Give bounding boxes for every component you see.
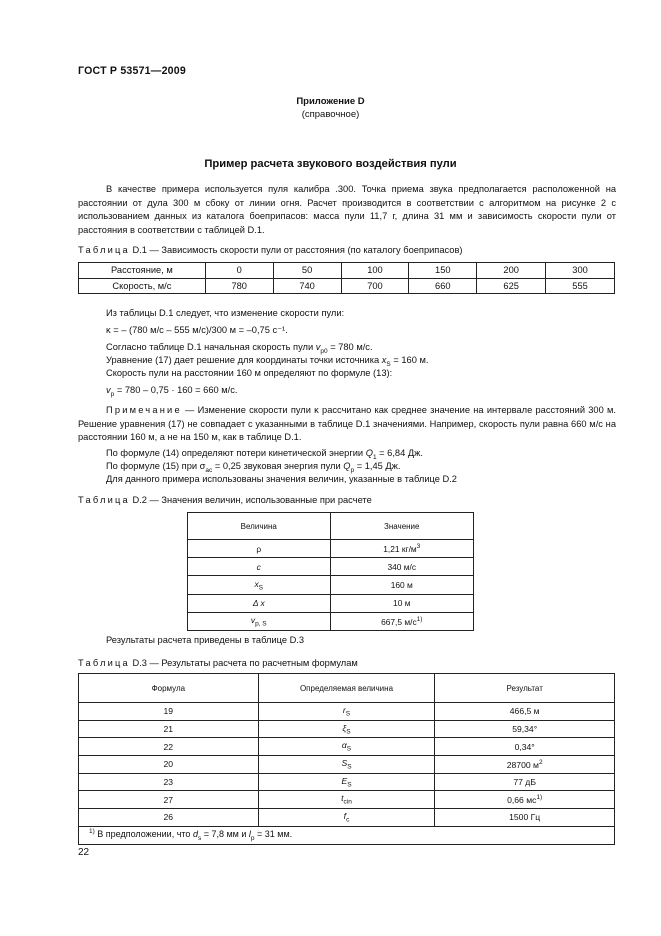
quantity-symbol: v <box>250 615 256 625</box>
result-cell <box>435 756 615 774</box>
quantity-cell <box>188 612 331 630</box>
result-text: 1500 Гц <box>509 812 541 823</box>
table-row <box>188 576 474 594</box>
energy-sub: 1 <box>372 453 377 461</box>
formula-cell: 26 <box>79 809 259 827</box>
table-d2-body <box>187 512 474 631</box>
table-cell: 100 <box>341 263 409 279</box>
quantity-sub: c <box>346 816 350 824</box>
table3-caption-label: Таблица <box>78 658 130 668</box>
value-sup: 3 <box>416 543 421 551</box>
quantity-symbol: r <box>342 704 346 715</box>
formula-cell: 23 <box>79 773 259 791</box>
formula-cell: 21 <box>79 720 259 738</box>
calc-var: v <box>315 342 321 352</box>
annex-title: Приложение D <box>296 96 365 107</box>
result-text: 59,34° <box>512 724 538 735</box>
result-cell <box>435 738 615 756</box>
result-cell <box>435 791 615 809</box>
result-cell <box>435 809 615 827</box>
table-row <box>79 773 615 791</box>
annex-subtitle: (справочное) <box>301 109 360 120</box>
column-header: Величина <box>188 513 331 540</box>
quantity-cell <box>188 594 331 612</box>
value-sup: 1) <box>416 615 423 623</box>
table-cell: 50 <box>273 263 341 279</box>
quantity-sub: S <box>346 728 351 736</box>
energy-sub: ac <box>205 466 213 474</box>
table-d1 <box>78 262 615 294</box>
quantity-cell <box>258 791 435 809</box>
table-cell: Скорость, м/с <box>79 278 206 294</box>
calc-sub: S <box>386 360 391 368</box>
calc-line-1: Из таблицы D.1 следует, что изменение скорости пули: <box>106 308 345 318</box>
table-row <box>79 791 615 809</box>
quantity-symbol: t <box>341 793 344 804</box>
quantity-cell <box>188 540 331 558</box>
table-header-row <box>79 674 615 703</box>
quantity-cell <box>258 703 435 721</box>
quantity-cell <box>258 756 435 774</box>
calc-text: Уравнение (17) дает решение для координаты точки источника <box>106 355 382 365</box>
calc-sub: p0 <box>320 347 328 355</box>
result-cell <box>435 720 615 738</box>
table3-caption <box>78 658 358 668</box>
quantity-cell <box>258 720 435 738</box>
energy-text: По формуле (15) при σ <box>106 461 206 471</box>
table2-caption-text: D.2 — Значения величин, использованные при расчете <box>132 495 372 505</box>
calc-var: x <box>381 355 387 365</box>
quantity-cell <box>188 558 331 576</box>
table1-caption-text: D.1 — Зависимость скорости пули от расстояния (по каталогу боеприпасов) <box>132 245 463 255</box>
table-cell: 0 <box>205 263 273 279</box>
energy-var: Q <box>343 461 351 471</box>
table2-caption <box>78 495 372 505</box>
energy-text: = 6,84 Дж. <box>376 448 423 458</box>
note-text: — Изменение скорости пули κ рассчитано как среднее значение на интервале расстояний 300 м. Решение уравнения (17) не совпадает с указанными в таблице D.1 значениями. Например, скорость пули равна 660 м/с на расстоянии 160 м, а не на 150 м, как в таблице D.1. <box>78 405 616 443</box>
quantity-symbol: E <box>341 775 348 786</box>
footnote-var: d <box>192 829 198 840</box>
energy-var: Q <box>365 448 373 458</box>
quantity-symbol: ρ <box>256 543 262 554</box>
table-row <box>79 703 615 721</box>
value-text: 1,21 кг/м <box>383 543 417 554</box>
footnote-text: = 7,8 мм и <box>201 829 249 840</box>
table-cell: Расстояние, м <box>79 263 206 279</box>
footnote-mark: 1) <box>89 828 95 836</box>
section-title: Пример расчета звукового воздействия пули <box>204 158 457 170</box>
table3-caption-text: D.3 — Результаты расчета по расчетным формулам <box>132 658 358 668</box>
note-label: Примечание <box>106 405 182 415</box>
value-text: 340 м/с <box>387 561 417 572</box>
value-text: 667,5 м/с <box>381 616 417 627</box>
table-cell: 555 <box>546 278 615 294</box>
quantity-sub: p, S <box>255 620 267 628</box>
quantity-sub: S <box>258 584 264 592</box>
value-cell <box>330 576 474 594</box>
table-footnote <box>79 826 615 844</box>
quantity-sub: S <box>347 763 352 771</box>
footnote-var: l <box>248 829 251 840</box>
result-text: 466,5 м <box>509 706 540 717</box>
result-cell <box>435 703 615 721</box>
table-row <box>79 720 615 738</box>
formula-cell: 22 <box>79 738 259 756</box>
footnote-text: В предположении, что <box>94 829 193 840</box>
table-row <box>79 278 615 294</box>
result-text: 0,66 мс <box>507 795 537 806</box>
quantity-symbol: f <box>343 811 347 822</box>
calc-text: = 160 м. <box>390 355 429 365</box>
energy-sub: p <box>350 466 355 474</box>
value-cell <box>330 612 474 630</box>
quantity-cell <box>258 738 435 756</box>
quantity-symbol: Δ x <box>252 598 265 609</box>
column-header: Значение <box>330 513 474 540</box>
energy-text: = 1,45 Дж. <box>354 461 401 471</box>
quantity-symbol: S <box>341 758 348 769</box>
quantity-symbol: x <box>254 578 259 589</box>
table-cell: 625 <box>477 278 546 294</box>
table-row <box>79 738 615 756</box>
calc-line-5: Скорость пули на расстоянии 160 м определяют по формуле (13): <box>106 368 393 378</box>
calc-var: v <box>106 385 111 395</box>
table-header-row <box>188 513 474 540</box>
intro-paragraph <box>78 183 616 237</box>
value-cell <box>330 594 474 612</box>
result-sup: 2 <box>538 758 543 766</box>
table-row <box>79 756 615 774</box>
page-number: 22 <box>78 847 90 858</box>
energy-text: = 0,25 звуковая энергия пули <box>212 461 344 471</box>
table-footnote-row <box>79 826 615 844</box>
result-text: 77 дБ <box>513 777 536 788</box>
note-paragraph <box>78 404 616 445</box>
value-cell <box>330 558 474 576</box>
calc-line-6 <box>106 384 238 401</box>
footnote-text: = 31 мм. <box>254 829 293 840</box>
column-header: Результат <box>435 674 615 703</box>
footnote-sub: p <box>250 835 255 843</box>
column-header: Определяемая величина <box>258 674 435 703</box>
table1-caption-label: Таблица <box>78 245 130 255</box>
table-row <box>188 612 474 630</box>
table-row <box>79 809 615 827</box>
table-cell: 150 <box>409 263 477 279</box>
quantity-symbol: ξ <box>342 722 347 733</box>
table-cell: 660 <box>409 278 477 294</box>
result-text: 28700 м <box>506 759 539 770</box>
formula-cell: 20 <box>79 756 259 774</box>
quantity-sub: S <box>347 781 352 789</box>
document-title: ГОСТ Р 53571—2009 <box>78 65 186 77</box>
value-text: 10 м <box>393 598 411 609</box>
footnote-sub: s <box>197 835 202 843</box>
quantity-sub: S <box>345 710 351 718</box>
table-cell: 300 <box>546 263 615 279</box>
result-sup: 1) <box>536 794 543 802</box>
table-d3 <box>78 673 615 845</box>
quantity-sub: S <box>346 746 352 754</box>
quantity-cell <box>258 773 435 791</box>
table2-caption-label: Таблица <box>78 495 130 505</box>
table-cell: 780 <box>205 278 273 294</box>
energy-text: По формуле (14) определяют потери кинетической энергии <box>106 448 366 458</box>
value-cell <box>330 540 474 558</box>
quantity-symbol: α <box>341 740 347 751</box>
intro-text: В качестве примера используется пуля калибра .300. Точка приема звука предполагается расположенной на расстоянии от дула 300 м сбоку от линии огня. Расчет производится в соответствии с алгоритмом на рисунке 2 с использованием данных из каталога боеприпасов: масса пули 11,7 г, длина 31 мм и зависимость скорости пули от расстояния в соответствии с таблицей D.1. <box>78 184 616 235</box>
value-text: 160 м <box>390 579 413 590</box>
calc-sub: p <box>110 390 115 398</box>
quantity-sub: cin <box>343 799 352 807</box>
table-cell: 740 <box>273 278 341 294</box>
energy-line-3: Для данного примера использованы значения величин, указанные в таблице D.2 <box>106 474 457 484</box>
calc-text: = 780 – 0,75 · 160 = 660 м/с. <box>114 385 238 395</box>
formula-cell: 27 <box>79 791 259 809</box>
table-row <box>188 558 474 576</box>
table-row <box>188 540 474 558</box>
calc-line-2: κ = – (780 м/с – 555 м/с)/300 м = –0,75 с⁻¹. <box>106 325 288 335</box>
quantity-cell <box>258 809 435 827</box>
table-cell: 700 <box>341 278 409 294</box>
table-cell: 200 <box>477 263 546 279</box>
calc-text: Согласно таблице D.1 начальная скорость пули <box>106 342 316 352</box>
formula-cell: 19 <box>79 703 259 721</box>
calc-text: = 780 м/с. <box>327 342 373 352</box>
results-line: Результаты расчета приведены в таблице D.3 <box>106 635 305 645</box>
quantity-symbol: c <box>256 561 261 572</box>
result-cell <box>435 773 615 791</box>
result-text: 0,34° <box>514 741 535 752</box>
quantity-cell <box>188 576 331 594</box>
table-row <box>188 594 474 612</box>
column-header: Формула <box>79 674 259 703</box>
table-row <box>79 263 615 279</box>
table1-caption <box>78 245 462 255</box>
